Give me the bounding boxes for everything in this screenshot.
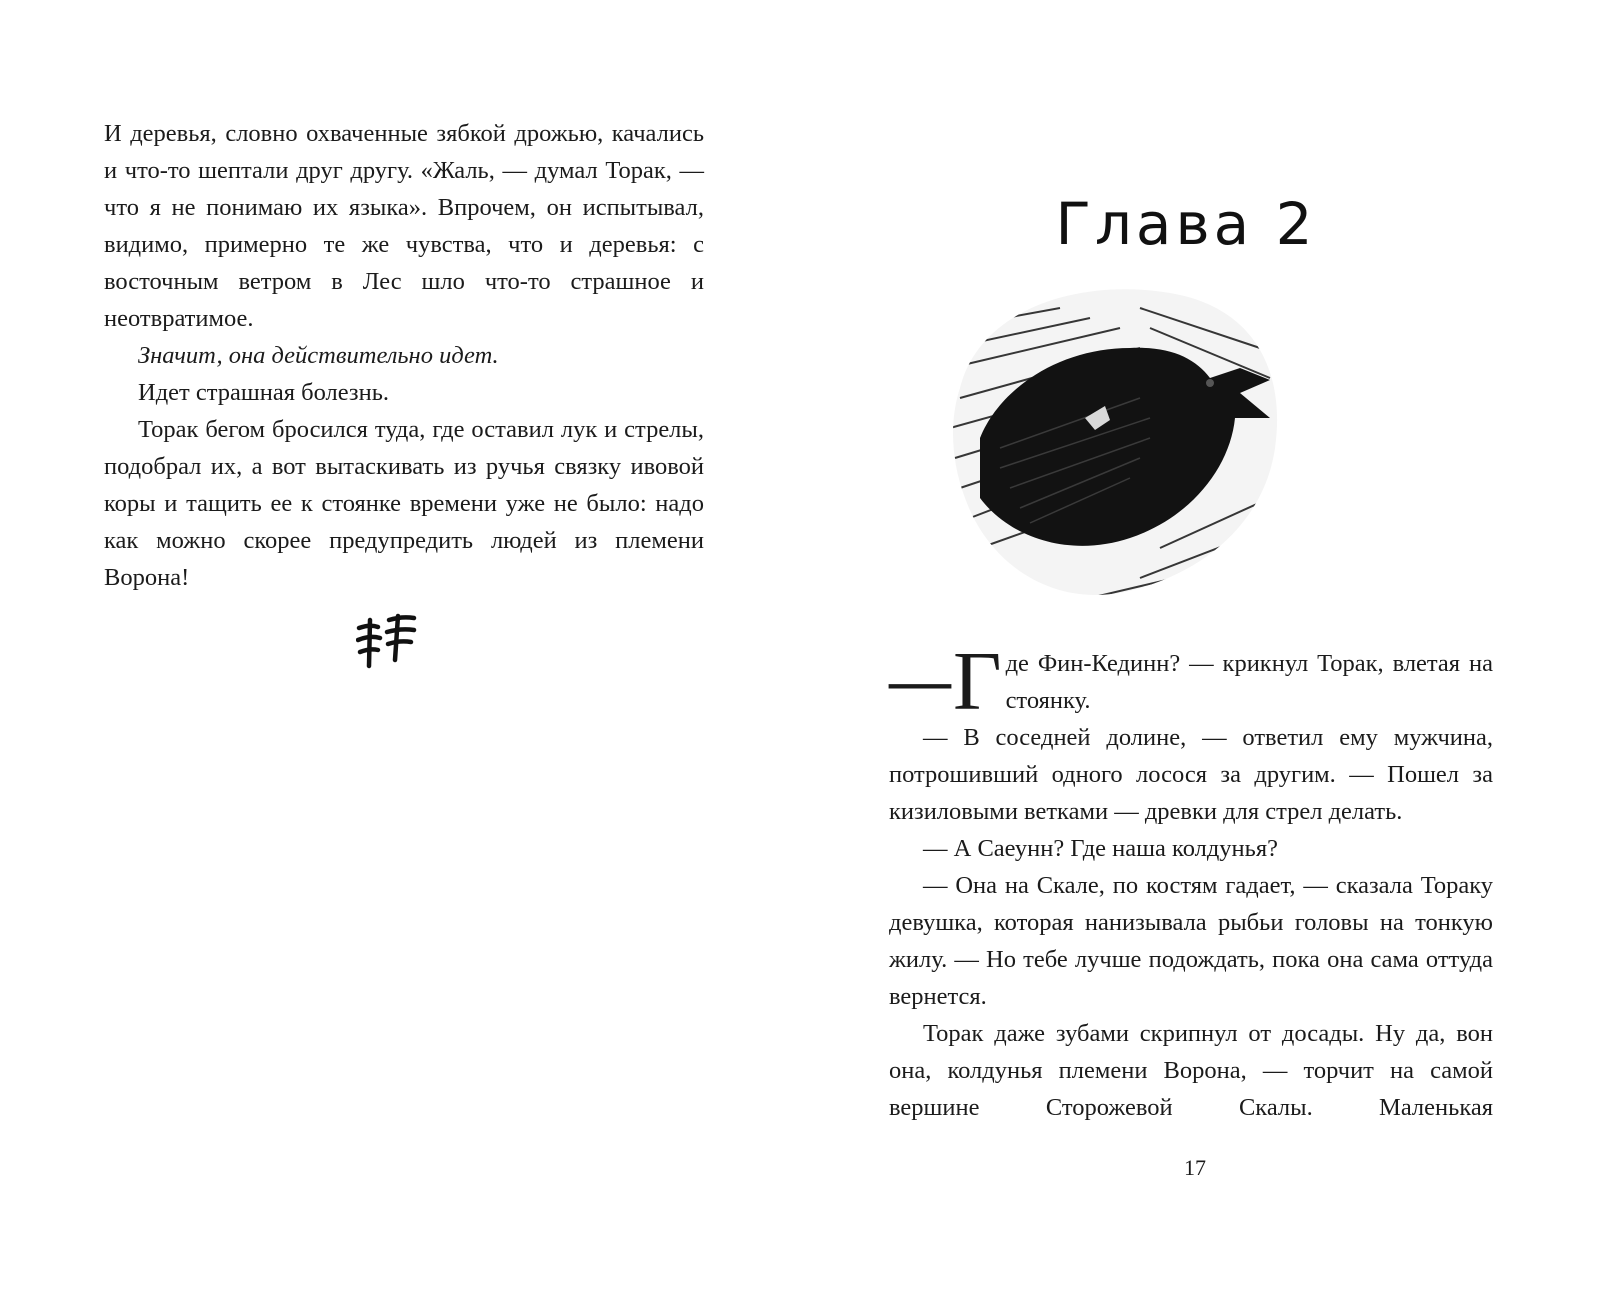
paragraph: де Фин-Кединн? — крикнул Торак, влетая на стоянку.	[1005, 650, 1493, 714]
paragraph: — А Саеунн? Где наша колдунья?	[923, 835, 1278, 862]
paragraph: Идет страшная болезнь.	[138, 379, 389, 406]
paragraph: И деревья, словно охваченные зябкой дрожью, качались и что-то шептали друг другу. «Жаль, — думал Торак, — что я не понимаю их языка». Впрочем, он испытывал, видимо, примерно те же чувства, что и деревья: с восточным ветром в Лес шло что-то страшное и неотвратимое.	[104, 120, 704, 332]
raven-illustration	[940, 268, 1290, 618]
paragraph: Торак бегом бросился туда, где оставил лук и стрелы, подобрал их, а вот вытаскивать из ручья связку ивовой коры и тащить ее к стоянке времени уже не было: надо как можно скорее предупредить людей из племени Ворона!	[104, 416, 704, 591]
paragraph: — Она на Скале, по костям гадает, — сказала Тораку девушка, которая нанизывала рыбьи головы на тонкую жилу. — Но тебе лучше подождать, пока она сама оттуда вернется.	[889, 872, 1493, 1010]
left-page-text	[104, 115, 704, 596]
dropcap-letter: Г	[953, 635, 1002, 728]
paragraph: — В соседней долине, — ответил ему мужчина, потрошивший одного лосося за другим. — Пошел за кизиловыми ветками — древки для стрел делать.	[889, 724, 1493, 825]
paragraph: Торак даже зубами скрипнул от досады. Ну да, вон она, колдунья племени Ворона, — торчит на самой вершине Сторожевой Скалы. Маленькая	[889, 1020, 1493, 1121]
right-page-text	[889, 635, 1493, 1126]
paragraph-italic: Значит, она действительно идет.	[138, 342, 499, 369]
chapter-title: Глава 2	[1055, 190, 1317, 258]
dropcap-dash: —	[889, 647, 951, 715]
clan-rune-icon	[356, 612, 426, 672]
page-number: 17	[1184, 1155, 1206, 1180]
right-page	[800, 0, 1600, 1298]
opening-paragraph	[889, 635, 1493, 728]
